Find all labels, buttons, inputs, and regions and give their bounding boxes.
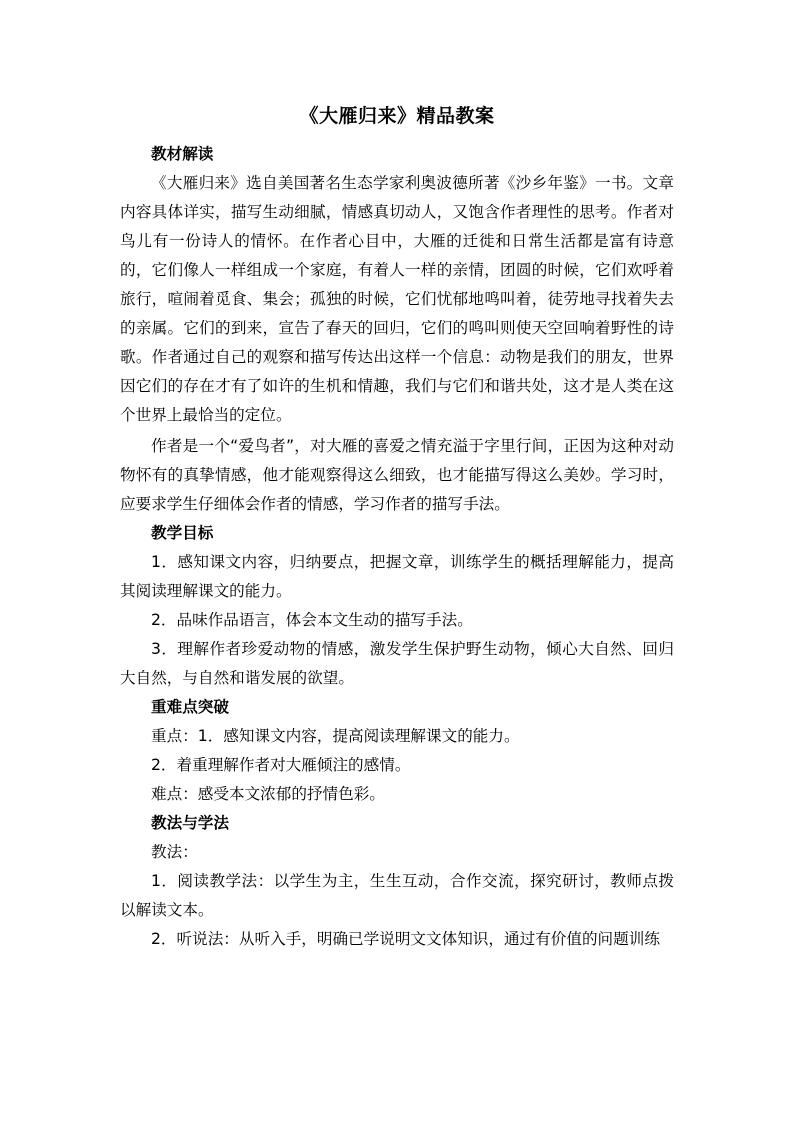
section-heading: 教材解读 (151, 145, 214, 163)
paragraph: 教法： (151, 843, 198, 861)
paragraph: 3．理解作者珍爱动物的情感，激发学生保护野生动物，倾心大自然、回归大自然，与自然和谐发展的欲望。 (120, 640, 674, 687)
paragraph: 2．着重理解作者对大雁倾注的感情。 (151, 756, 411, 774)
document-title: 《大雁归来》精品教案 (299, 105, 495, 127)
section-heading: 教法与学法 (151, 814, 229, 832)
paragraph: 2．品味作品语言，体会本文生动的描写手法。 (151, 611, 473, 629)
paragraph: 难点：感受本文浓郁的抒情色彩。 (151, 785, 385, 803)
section-heading: 重难点突破 (151, 698, 229, 716)
section-teaching-methods (120, 809, 674, 954)
paragraph: 重点：1．感知课文内容，提高阅读理解课文的能力。 (151, 727, 520, 745)
section-teaching-goals (120, 519, 674, 693)
paragraph: 1．感知课文内容，归纳要点，把握文章，训练学生的概括理解能力，提高其阅读理解课文的能力。 (120, 553, 674, 600)
paragraph: 2．听说法：从听入手，明确已学说明文文体知识，通过有价值的问题训练 (151, 930, 660, 948)
document-body (120, 102, 674, 954)
section-heading: 教学目标 (151, 524, 214, 542)
paragraph: 作者是一个“爱鸟者”，对大雁的喜爱之情充溢于字里行间，正因为这种对动物怀有的真挚情感，他才能观察得这么细致，也才能描写得这么美妙。学习时，应要求学生仔细体会作者的情感，学习作者的描写手法。 (120, 437, 674, 513)
paragraph: 1．阅读教学法：以学生为主，生生互动，合作交流，探究研讨，教师点拨以解读文本。 (120, 872, 674, 919)
section-textbook-interpretation (120, 140, 674, 519)
section-key-points (120, 693, 674, 809)
paragraph: 《大雁归来》选自美国著名生态学家利奥波德所著《沙乡年鉴》一书。文章内容具体详实，描写生动细腻，情感真切动人，又饱含作者理性的思考。作者对鸟儿有一份诗人的情怀。在作者心目中，大雁的迁徙和日常生活都是富有诗意的，它们像人一样组成一个家庭，有着人一样的亲情，团圆的时候，它们欢呼着旅行，喧闹着觅食、集会；孤独的时候，它们忧郁地鸣叫着，徒劳地寻找着失去的亲属。它们的到来，宣告了春天的回归，它们的鸣叫则使天空回响着野性的诗歌。作者通过自己的观察和描写传达出这样一个信息：动物是我们的朋友，世界因它们的存在才有了如许的生机和情趣，我们与它们和谐共处，这才是人类在这个世界上最恰当的定位。 (120, 174, 674, 424)
